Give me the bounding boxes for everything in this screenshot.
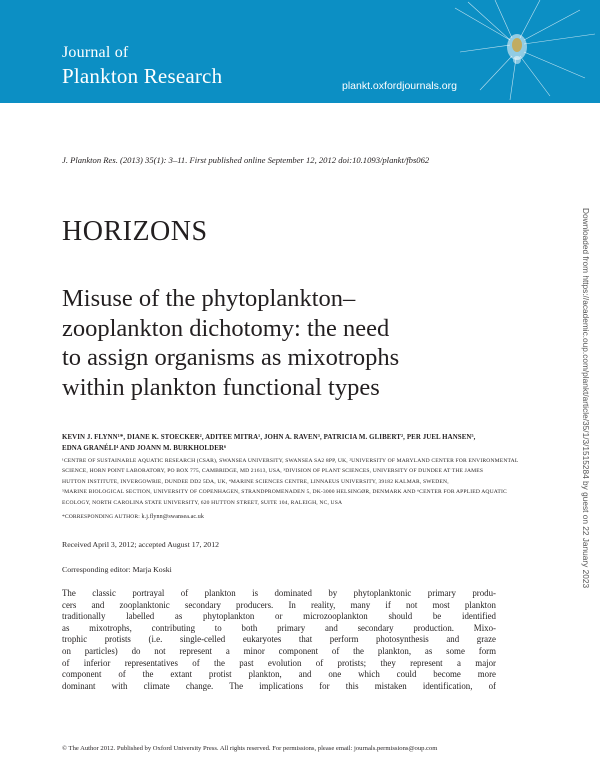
abstract <box>62 588 496 692</box>
affiliation-line: ¹CENTRE OF SUSTAINABLE AQUATIC RESEARCH (CSAR), SWANSEA UNIVERSITY, SWANSEA SA2 8PP, UK, ²UNIVERSITY OF MARYLAND CENTER FOR ENVIRONMENTAL <box>62 458 519 464</box>
abstract-line: The classic portrayal of plankton is dominated by phytoplanktonic primary produ- <box>62 588 496 598</box>
journal-url-link[interactable]: plankt.oxfordjournals.org <box>342 80 457 92</box>
author-line: EDNA GRANÉLI⁴ AND JOANN M. BURKHOLDER⁶ <box>62 445 227 452</box>
affiliations <box>62 456 522 508</box>
affiliation-line: SCIENCE, HORN POINT LABORATORY, PO BOX 775, CAMBRIDGE, MD 21613, USA, ³DIVISION OF PLANT SCIENCES, UNIVERSITY OF DUNDEE AT THE JAMES <box>62 468 484 475</box>
section-label: HORIZONS <box>62 216 208 247</box>
abstract-line: traditionally labelled as phytoplankton or microzooplankton should be identified <box>62 611 496 622</box>
abstract-line: component of the extant protist plankton, and one which could become more <box>62 669 496 680</box>
journal-name-line1: Journal of <box>62 44 129 61</box>
corresponding-author <box>62 514 204 520</box>
abstract-line: on particles) do not represent a minor component of the plankton, as some form <box>62 645 496 656</box>
corresponding-editor: Corresponding editor: Marja Koski <box>62 565 172 574</box>
received-dates: Received April 3, 2012; accepted August 17, 2012 <box>62 540 219 549</box>
title-line: zooplankton dichotomy: the need <box>62 314 390 342</box>
affiliation-line: ECOLOGY, NORTH CAROLINA STATE UNIVERSITY, 620 HUTTON STREET, SUITE 104, RALEIGH, NC, USA <box>62 499 343 506</box>
journal-name-line2: Plankton Research <box>62 64 223 88</box>
article-title <box>62 284 482 402</box>
abstract-line: of inferior representatives of the past evolution of protists; they represent a major <box>62 657 496 668</box>
title-line: to assign organisms as mixotrophs <box>62 344 400 371</box>
copyright-footer: © The Author 2012. Published by Oxford University Press. All rights reserved. For permissions, please email: journals.permissions@oup.com <box>62 745 438 752</box>
title-line: within plankton functional types <box>62 373 380 401</box>
corresponding-author-label: *CORRESPONDING AUTHOR: <box>62 514 140 520</box>
affiliation-line: ⁵MARINE BIOLOGICAL SECTION, UNIVERSITY OF COPENHAGEN, STRANDPROMENADEN 5, DK-3000 HELSINGØR, DENMARK AND ⁶CENTER FOR APPLIED AQUATIC <box>62 489 507 496</box>
plankton-illustration-icon <box>440 0 600 103</box>
title-line: Misuse of the phytoplankton– <box>62 285 356 312</box>
journal-banner <box>0 0 600 103</box>
download-watermark-text: Downloaded from https://academic.oup.com/plankt/article/35/1/3/1515284 by guest on 22 January 2023 <box>581 208 591 589</box>
author-list <box>62 434 522 456</box>
abstract-line: cers and zooplanktonic secondary producers. In reality, many if not most plankton <box>62 599 496 610</box>
abstract-line: dominant with climate change. The implications for this mistaken identification, of <box>62 680 496 691</box>
abstract-line: trophic protists (i.e. single-celled eukaryotes that perform photosynthesis and graze <box>62 634 496 645</box>
affiliation-line: HUTTON INSTITUTE, INVERGOWRIE, DUNDEE DD2 5DA, UK, ⁴MARINE SCIENCES CENTRE, LINNAEUS UNIVERSITY, 39182 KALMAR, SWEDEN, <box>62 478 449 485</box>
citation-line: J. Plankton Res. (2013) 35(1): 3–11. First published online September 12, 2012 doi:10.1093/plankt/fbs062 <box>62 155 430 165</box>
corresponding-email-link[interactable]: k.j.flynn@swansea.ac.uk <box>141 514 204 520</box>
abstract-line: as mixotrophs, contributing to both primary and secondary production. Mixo- <box>62 622 496 633</box>
download-watermark <box>581 208 593 589</box>
author-line: KEVIN J. FLYNN¹*, DIANE K. STOECKER², ADITEE MITRA¹, JOHN A. RAVEN³, PATRICIA M. GLIBERT², PER JUEL HANSEN⁵, <box>62 434 476 441</box>
